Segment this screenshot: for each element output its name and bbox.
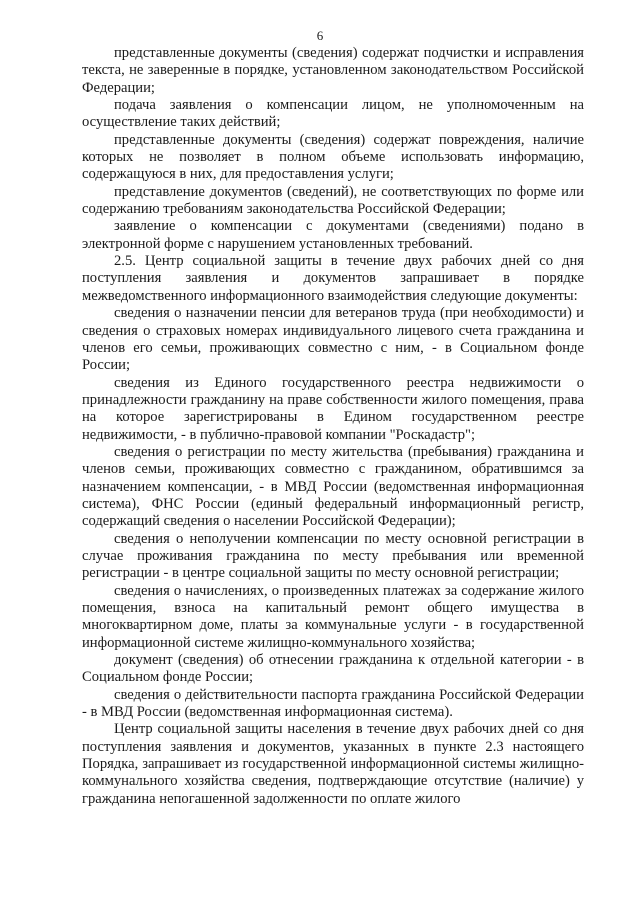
paragraph: сведения о действительности паспорта гражданина Российской Федерации - в МВД России (ведомственная информационная система). xyxy=(82,686,584,721)
paragraph: Центр социальной защиты населения в течение двух рабочих дней со дня поступления заявления и документов, указанных в пункте 2.3 настоящего Порядка, запрашивает из государственной информационной системы жилищно-коммунального хозяйства сведения, подтверждающие отсутствие (наличие) у гражданина непогашенной задолженности по оплате жилого xyxy=(82,721,584,807)
paragraph: сведения из Единого государственного реестра недвижимости о принадлежности гражданину на праве собственности жилого помещения, права на которое зарегистрированы в Едином государственном реестре недвижимости, - в публично-правовой компании "Роскадастр"; xyxy=(82,374,584,443)
paragraph: сведения о начислениях, о произведенных платежах за содержание жилого помещения, взноса на капитальный ремонт общего имущества в многоквартирном доме, платы за коммунальные услуги - в государственной информационной системе жилищно-коммунального хозяйства; xyxy=(82,582,584,651)
paragraph: представленные документы (сведения) содержат подчистки и исправления текста, не заверенные в порядке, установленном законодательством Российской Федерации; xyxy=(82,45,584,96)
paragraph: документ (сведения) об отнесении гражданина к отдельной категории - в Социальном фонде России; xyxy=(82,652,584,686)
paragraph: сведения о регистрации по месту жительства (пребывания) гражданина и членов семьи, проживающих совместно с гражданином, обратившимся за назначением компенсации, - в МВД России (ведомственная информационная система), ФНС России (единый федеральный информационный регистр, содержащий сведения о населении Российской Федерации); xyxy=(82,443,584,530)
paragraph: представление документов (сведений), не соответствующих по форме или содержанию требованиям законодательства Российской Федерации; xyxy=(82,183,584,218)
paragraph: сведения о назначении пенсии для ветеранов труда (при необходимости) и сведения о страховых номерах индивидуального лицевого счета гражданина и членов его семьи, проживающих совместно с ним, - в Социальном фонде России; xyxy=(82,305,584,374)
paragraph: сведения о неполучении компенсации по месту основной регистрации в случае проживания гражданина по месту пребывания или временной регистрации - в центре социальной защиты по месту основной регистрации; xyxy=(82,530,584,582)
paragraph: подача заявления о компенсации лицом, не уполномоченным на осуществление таких действий; xyxy=(82,97,584,131)
paragraph: заявление о компенсации с документами (сведениями) подано в электронной форме с нарушением установленных требований. xyxy=(82,218,584,252)
page-number: 6 xyxy=(316,28,324,43)
paragraph: представленные документы (сведения) содержат повреждения, наличие которых не позволяет в полном объеме использовать информацию, содержащуюся в них, для предоставления услуги; xyxy=(82,131,584,183)
document-body xyxy=(82,45,584,808)
paragraph: 2.5. Центр социальной защиты в течение двух рабочих дней со дня поступления заявления и документов запрашивает в порядке межведомственного информационного взаимодействия следующие документы: xyxy=(82,253,584,304)
